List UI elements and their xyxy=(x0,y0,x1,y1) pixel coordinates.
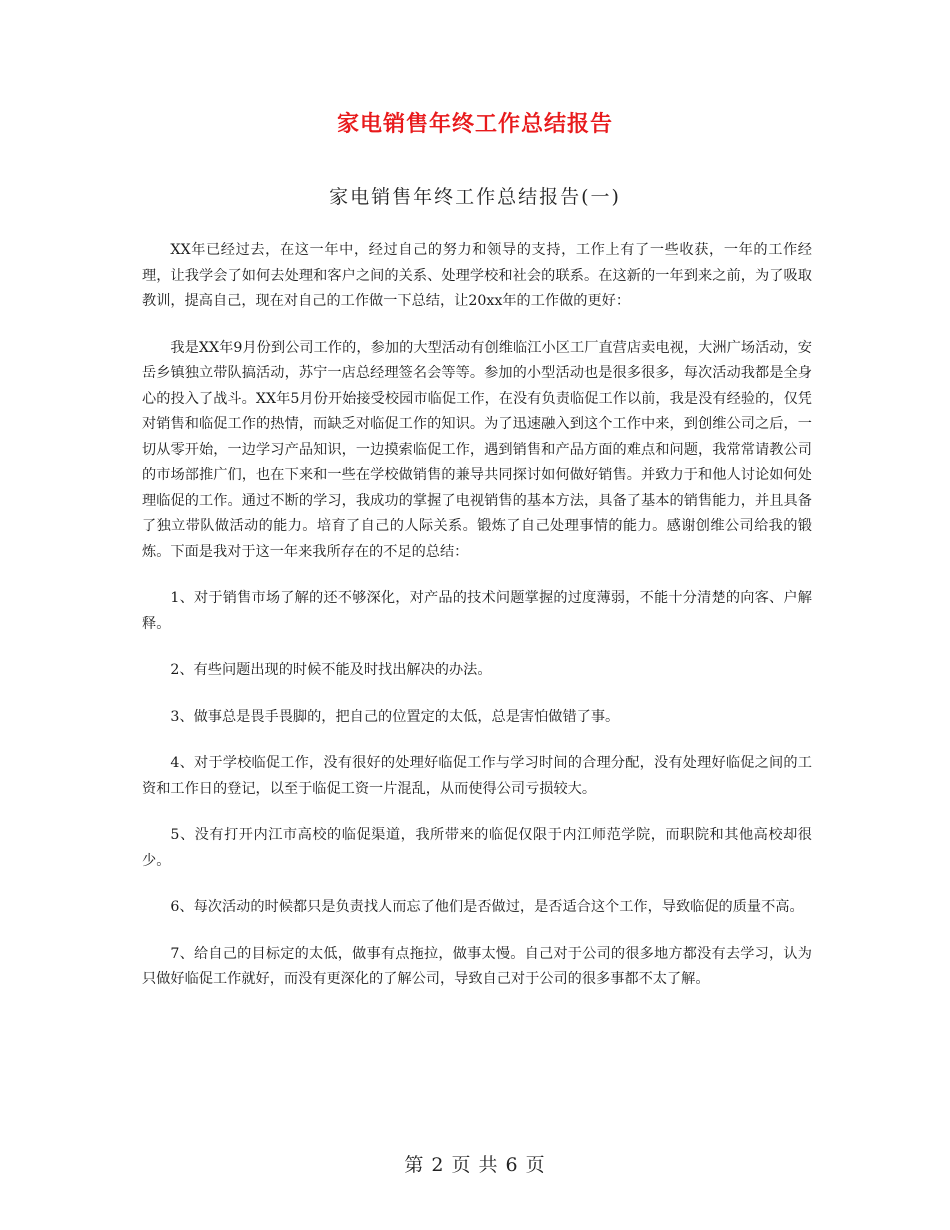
document-body xyxy=(142,238,812,1014)
section-subtitle: 家电销售年终工作总结报告(一) xyxy=(329,186,621,208)
paragraph-shortcoming-6: 6、每次活动的时候都只是负责找人而忘了他们是否做过，是否适合这个工作，导致临促的质量不高。 xyxy=(170,899,804,915)
page-number-footer: 第 2 页 共 6 页 xyxy=(404,1154,546,1176)
paragraph-shortcoming-5: 5、没有打开内江市高校的临促渠道，我所带来的临促仅限于内江师范学院，而职院和其他高校却很少。 xyxy=(142,827,812,869)
document-title: 家电销售年终工作总结报告 xyxy=(336,111,613,137)
paragraph-shortcoming-4: 4、对于学校临促工作，没有很好的处理好临促工作与学习时间的合理分配，没有处理好临促之间的工资和工作日的登记，以至于临促工资一片混乱，从而使得公司亏损较大。 xyxy=(142,755,812,797)
paragraph-shortcoming-2: 2、有些问题出现的时候不能及时找出解决的办法。 xyxy=(170,662,492,678)
paragraph-shortcoming-7: 7、给自己的目标定的太低，做事有点拖拉，做事太慢。自己对于公司的很多地方都没有去学习，认为只做好临促工作就好，而没有更深化的了解公司，导致自己对于公司的很多事都不太了解。 xyxy=(142,945,812,987)
paragraph-experience: 我是XX年9月份到公司工作的，参加的大型活动有创维临江小区工厂直营店卖电视，大洲广场活动，安岳乡镇独立带队搞活动，苏宁一店总经理签名会等等。参加的小型活动也是很多很多，每次活动我都是全身心的投入了战斗。XX年5月份开始接受校园市临促工作，在没有负责临促工作以前，我是没有经验的，仅凭对销售和临促工作的热情，而缺乏对临促工作的知识。为了迅速融入到这个工作中来，到创维公司之后，一切从零开始，一边学习产品知识，一边摸索临促工作，遇到销售和产品方面的难点和问题，我常常请教公司的市场部推广们，也在下来和一些在学校做销售的兼导共同探讨如何做好销售。并致力于和他人讨论如何处理临促的工作。通过不断的学习，我成功的掌握了电视销售的基本方法，具备了基本的销售能力，并且具备了独立带队做活动的能力。培育了自己的人际关系。锻炼了自己处理事情的能力。感谢创维公司给我的锻炼。下面是我对于这一年来我所存在的不足的总结： xyxy=(142,339,812,560)
paragraph-shortcoming-1: 1、对于销售市场了解的还不够深化，对产品的技术问题掌握的过度薄弱，不能十分清楚的向客、户解释。 xyxy=(142,590,812,632)
paragraph-shortcoming-3: 3、做事总是畏手畏脚的，把自己的位置定的太低，总是害怕做错了事。 xyxy=(170,708,620,725)
paragraph-intro: XX年已经过去，在这一年中，经过自己的努力和领导的支持，工作上有了一些收获，一年的工作经理，让我学会了如何去处理和客户之间的关系、处理学校和社会的联系。在这新的一年到来之前，为了吸取教训，提高自己，现在对自己的工作做一下总结，让20xx年的工作做的更好： xyxy=(142,242,812,309)
